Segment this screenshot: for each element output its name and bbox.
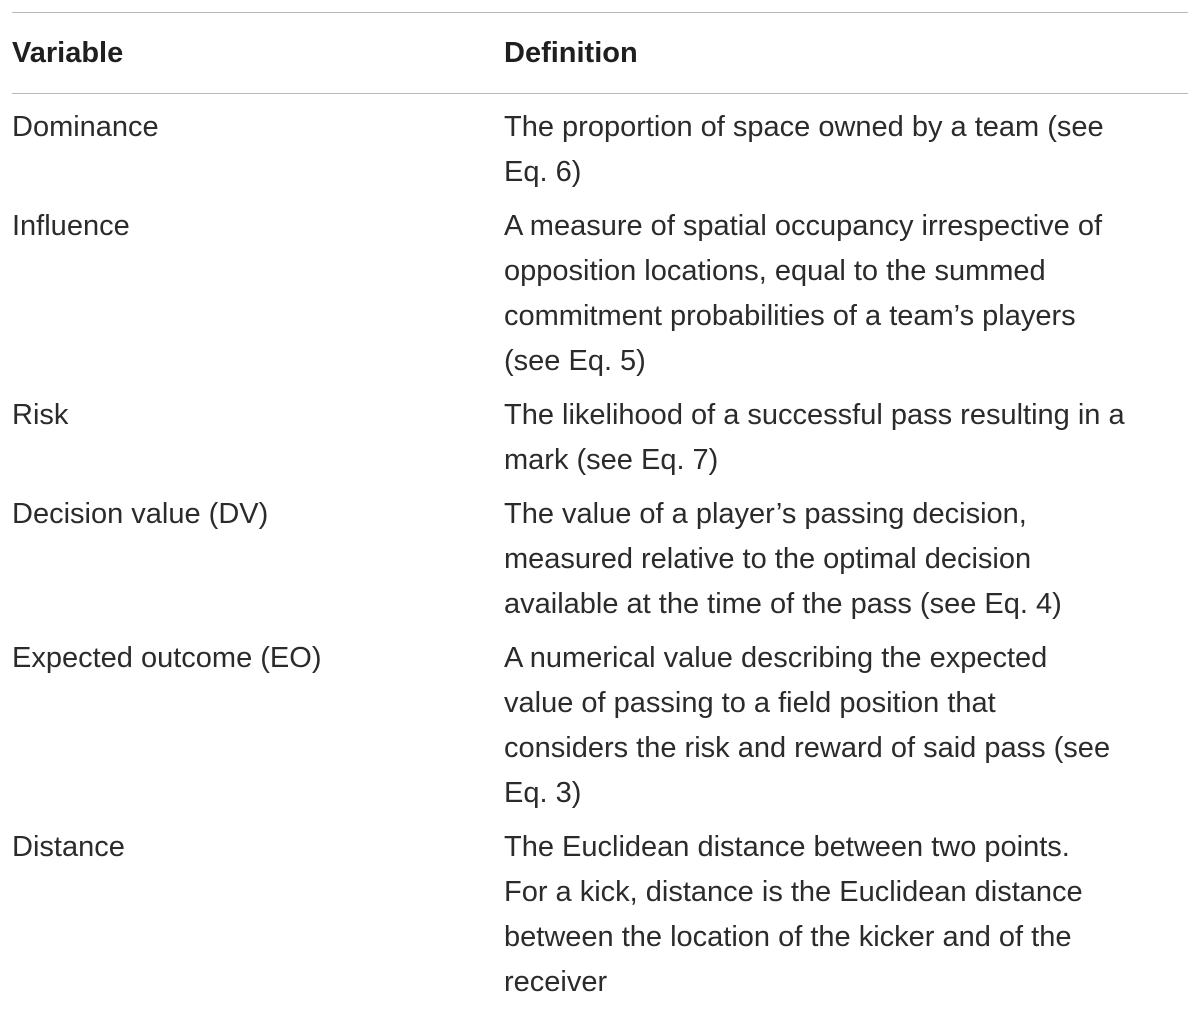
variable-cell: Distance <box>12 831 125 863</box>
table-body <box>12 94 1188 1005</box>
table-row <box>12 492 1188 627</box>
variables-table <box>12 12 1188 1014</box>
definition-cell: A numerical value describing the expected value of passing to a field position that considers the risk and reward of said pass (see Eq. 3) <box>504 642 1111 809</box>
table-row <box>12 825 1188 1005</box>
header-definition: Definition <box>504 37 638 69</box>
variable-cell: Expected outcome (EO) <box>12 642 322 674</box>
variable-cell: Decision value (DV) <box>12 498 269 530</box>
variable-cell: Dominance <box>12 111 159 143</box>
variable-cell: Influence <box>12 210 130 242</box>
table-row <box>12 105 1188 195</box>
definition-cell: The value of a player’s passing decision, measured relative to the optimal decision available at the time of the pass (see Eq. 4) <box>504 498 1062 620</box>
definition-cell: The proportion of space owned by a team (see Eq. 6) <box>504 111 1104 188</box>
table-header-row <box>12 13 1188 93</box>
table-row <box>12 204 1188 384</box>
variable-cell: Risk <box>12 399 69 431</box>
definition-cell: The Euclidean distance between two points. For a kick, distance is the Euclidean distance between the location of the kicker and of the receiver <box>504 831 1083 998</box>
table-row <box>12 636 1188 816</box>
header-variable: Variable <box>12 37 124 69</box>
definition-cell: The likelihood of a successful pass resulting in a mark (see Eq. 7) <box>504 399 1125 476</box>
definition-cell: A measure of spatial occupancy irrespective of opposition locations, equal to the summed commitment probabilities of a team’s players (see Eq. 5) <box>504 210 1103 377</box>
table-row <box>12 393 1188 483</box>
